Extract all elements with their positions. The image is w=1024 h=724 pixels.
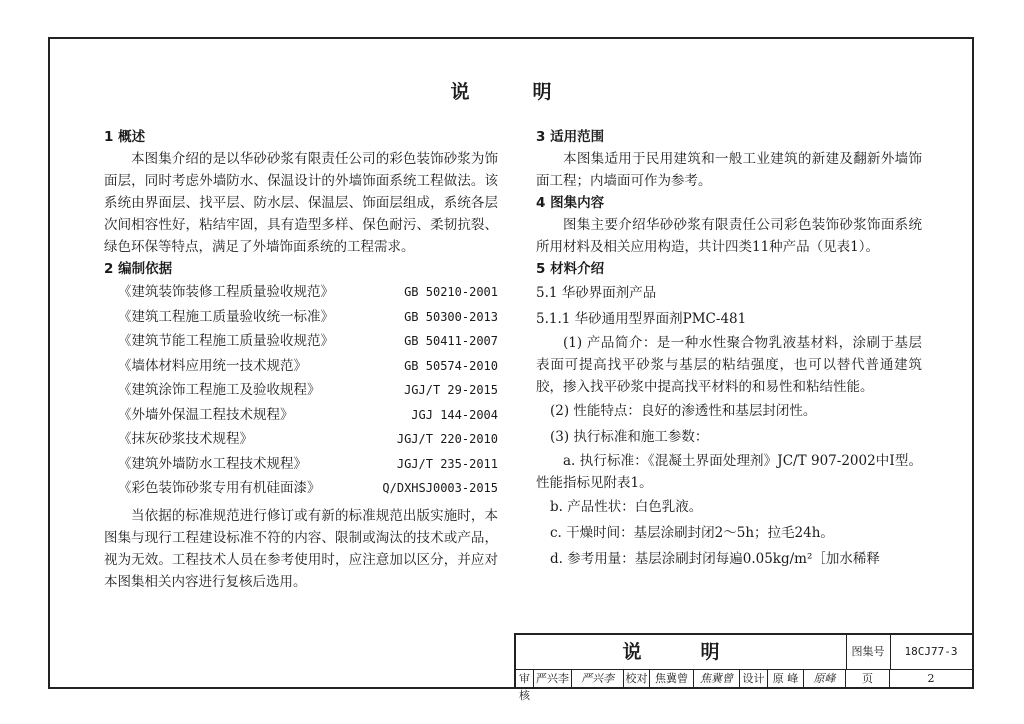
reviewer-name: 严兴李 bbox=[534, 670, 572, 687]
standard-code: GB 50300-2013 bbox=[404, 309, 498, 324]
atlas-number: 18CJ77-3 bbox=[904, 645, 958, 658]
section-4-heading: 4 图集内容 bbox=[536, 195, 605, 211]
review-label: 审核 bbox=[516, 670, 534, 687]
standard-row bbox=[104, 476, 498, 501]
standard-name: 《抹灰砂浆技术规程》 bbox=[118, 431, 253, 447]
standard-code: JGJ 144-2004 bbox=[411, 407, 498, 422]
item-d-text: d. 参考用量：基层涂刷封闭每遍0.05kg/m²［加水稀释 bbox=[550, 551, 880, 567]
reviewer-signature: 严兴李 bbox=[572, 670, 624, 687]
standard-name: 《建筑工程施工质量验收统一标准》 bbox=[118, 308, 334, 325]
standard-name: 《建筑涂饰工程施工及验收规程》 bbox=[118, 382, 321, 398]
item-1-text: (1) 产品简介：是一种水性聚合物乳液基材料，涂刷于基层表面可提高找平砂浆与基层的粘结强度，也可以替代普通建筑胶，掺入找平砂浆中提高找平材料的和易性和粘结性能。 bbox=[536, 335, 922, 395]
section-1-heading: 1 概述 bbox=[104, 129, 146, 145]
page-label: 页 bbox=[846, 670, 890, 687]
standard-name: 《外墙外保温工程技术规程》 bbox=[118, 406, 294, 423]
designer-signature: 原峰 bbox=[804, 670, 846, 687]
section-1-text: 本图集介绍的是以华砂砂浆有限责任公司的彩色装饰砂浆为饰面层，同时考虑外墙防水、保温设计的外墙饰面系统工程做法。该系统由界面层、找平层、防水层、保温层、饰面层组成，系统各层次间相容性好，粘结牢固，具有造型多样、保色耐污、柔韧抗裂、绿色环保等特点，满足了外墙饰面系统的工程需求。 bbox=[104, 151, 498, 255]
section-2-text: 当依据的标准规范进行修订或有新的标准规范出版实施时，本图集与现行工程建设标准不符的内容、限制或淘汰的技术或产品，视为无效。工程技术人员在参考使用时，应注意加以区分，并应对本图集相关内容进行复核后选用。 bbox=[104, 507, 498, 590]
atlas-number-label: 图集号 bbox=[846, 635, 891, 669]
designer-name: 原 峰 bbox=[768, 670, 804, 687]
standard-name: 《建筑节能工程施工质量验收规范》 bbox=[118, 333, 334, 349]
standard-code: GB 50210-2001 bbox=[404, 285, 498, 299]
design-label: 设计 bbox=[740, 670, 768, 687]
section-4-text: 图集主要介绍华砂砂浆有限责任公司彩色装饰砂浆饰面系统所用材料及相关应用构造，共计四类11种产品（见表1）。 bbox=[536, 217, 922, 255]
item-c-text: c. 干燥时间：基层涂刷封闭2～5h；拉毛24h。 bbox=[550, 525, 834, 541]
standard-row bbox=[104, 403, 498, 428]
standard-code: GB 50574-2010 bbox=[404, 358, 498, 373]
item-2-text: (2) 性能特点：良好的渗透性和基层封闭性。 bbox=[550, 403, 817, 419]
section-2-heading: 2 编制依据 bbox=[104, 261, 173, 277]
standard-name: 《彩色装饰砂浆专用有机硅面漆》 bbox=[118, 480, 321, 496]
checker-signature: 焦冀曾 bbox=[694, 670, 740, 687]
section-5-1-1-heading: 5.1.1 华砂通用型界面剂PMC-481 bbox=[536, 311, 747, 327]
standard-row bbox=[104, 378, 498, 403]
section-3-heading: 3 适用范围 bbox=[536, 129, 605, 145]
standard-code: Q/DXHSJ0003-2015 bbox=[382, 481, 498, 495]
standards-list bbox=[104, 280, 498, 501]
item-3-text: (3) 执行标准和施工参数： bbox=[550, 429, 709, 445]
right-column bbox=[536, 126, 922, 572]
standard-row bbox=[104, 305, 498, 330]
item-a-text: a. 执行标准：《混凝土界面处理剂》JC/T 907-2002中Ⅰ型。性能指标见附表1。 bbox=[536, 453, 922, 491]
standard-row bbox=[104, 452, 498, 477]
standard-row bbox=[104, 354, 498, 379]
section-5-1-heading: 5.1 华砂界面剂产品 bbox=[536, 285, 657, 301]
checker-name: 焦冀曾 bbox=[650, 670, 694, 687]
standard-row bbox=[104, 329, 498, 354]
standard-name: 《墙体材料应用统一技术规范》 bbox=[118, 357, 307, 374]
left-column bbox=[104, 126, 498, 593]
section-5-heading: 5 材料介绍 bbox=[536, 261, 605, 277]
section-3-text: 本图集适用于民用建筑和一般工业建筑的新建及翻新外墙饰面工程；内墙面可作为参考。 bbox=[536, 151, 922, 189]
title-block-title: 说 明 bbox=[516, 635, 847, 669]
standard-code: JGJ/T 29-2015 bbox=[404, 383, 498, 397]
standard-row bbox=[104, 427, 498, 452]
page-number: 2 bbox=[927, 672, 935, 685]
standard-code: GB 50411-2007 bbox=[404, 334, 498, 348]
check-label: 校对 bbox=[624, 670, 650, 687]
page-title: 说 明 bbox=[450, 81, 574, 103]
title-block bbox=[514, 633, 972, 702]
standard-name: 《建筑外墙防水工程技术规程》 bbox=[118, 455, 307, 472]
standard-code: JGJ/T 235-2011 bbox=[396, 456, 498, 471]
item-b-text: b. 产品性状：白色乳液。 bbox=[550, 499, 703, 515]
standard-code: JGJ/T 220-2010 bbox=[396, 432, 498, 446]
standard-row bbox=[104, 280, 498, 305]
standard-name: 《建筑装饰装修工程质量验收规范》 bbox=[118, 284, 334, 300]
